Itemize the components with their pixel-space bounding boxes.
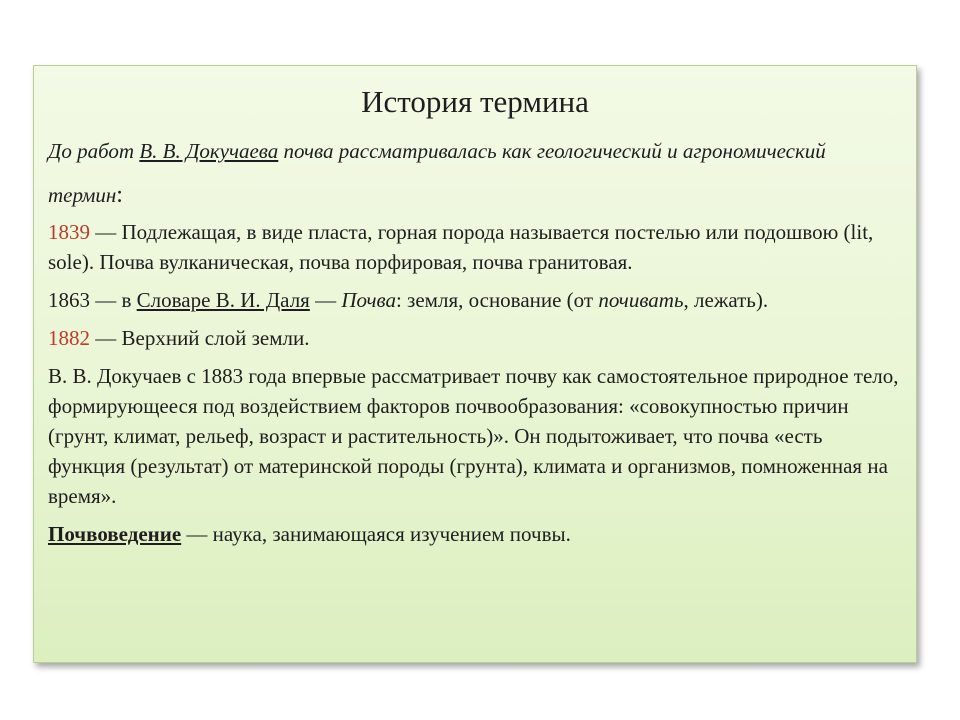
entry-1839 (48, 217, 902, 277)
entry-text-a: — в (90, 288, 137, 312)
dokuchaev-paragraph: В. В. Докучаев с 1883 года впервые рассматривает почву как самостоятельное природное тело, формирующееся под воздействием факторов почвообразования: «совокупностью причин (грунт, климат, рельеф, возраст и растительность)». Он подытоживает, что почва «есть функция (результат) от материнской породы (грунта), климата и организмов, помноженная на время». (48, 364, 899, 508)
entry-text-c: : земля, основание (от (395, 288, 599, 312)
soil-science-term-link[interactable]: Почвоведение (48, 522, 182, 546)
year-label: 1882 (48, 326, 90, 350)
entry-1863 (48, 285, 902, 315)
term-pochva: Почва (341, 288, 396, 312)
term-pochivat: почивать (598, 288, 684, 312)
entry-text: — Верхний слой земли. (90, 326, 310, 350)
intro-prefix: До работ (48, 139, 140, 163)
entry-text: — Подлежащая, в виде пласта, горная порода называется постелью или подошвою (lit, sole). Почва вулканическая, почва порфировая, почва гранитовая. (48, 220, 874, 274)
slide-body (48, 129, 902, 557)
entry-text-d: , лежать). (683, 288, 769, 312)
intro-rest: почва рассматривалась как геологический и агрономический термин (48, 139, 826, 207)
slide-content-box (33, 65, 917, 663)
entry-text-b: — (309, 288, 342, 312)
dal-dictionary-link[interactable]: Словаре В. И. Даля (136, 288, 310, 312)
year-label: 1839 (48, 220, 90, 244)
entry-1882 (48, 323, 902, 353)
intro-paragraph (48, 129, 902, 217)
dokuchaev-link[interactable]: В. В. Докучаева (139, 139, 279, 163)
definition-text: — наука, занимающаяся изучением почвы. (181, 522, 571, 546)
year-label: 1863 (48, 288, 90, 312)
intro-colon: : (116, 182, 123, 208)
slide-title: История термина (361, 84, 589, 119)
definition-paragraph (48, 519, 902, 549)
